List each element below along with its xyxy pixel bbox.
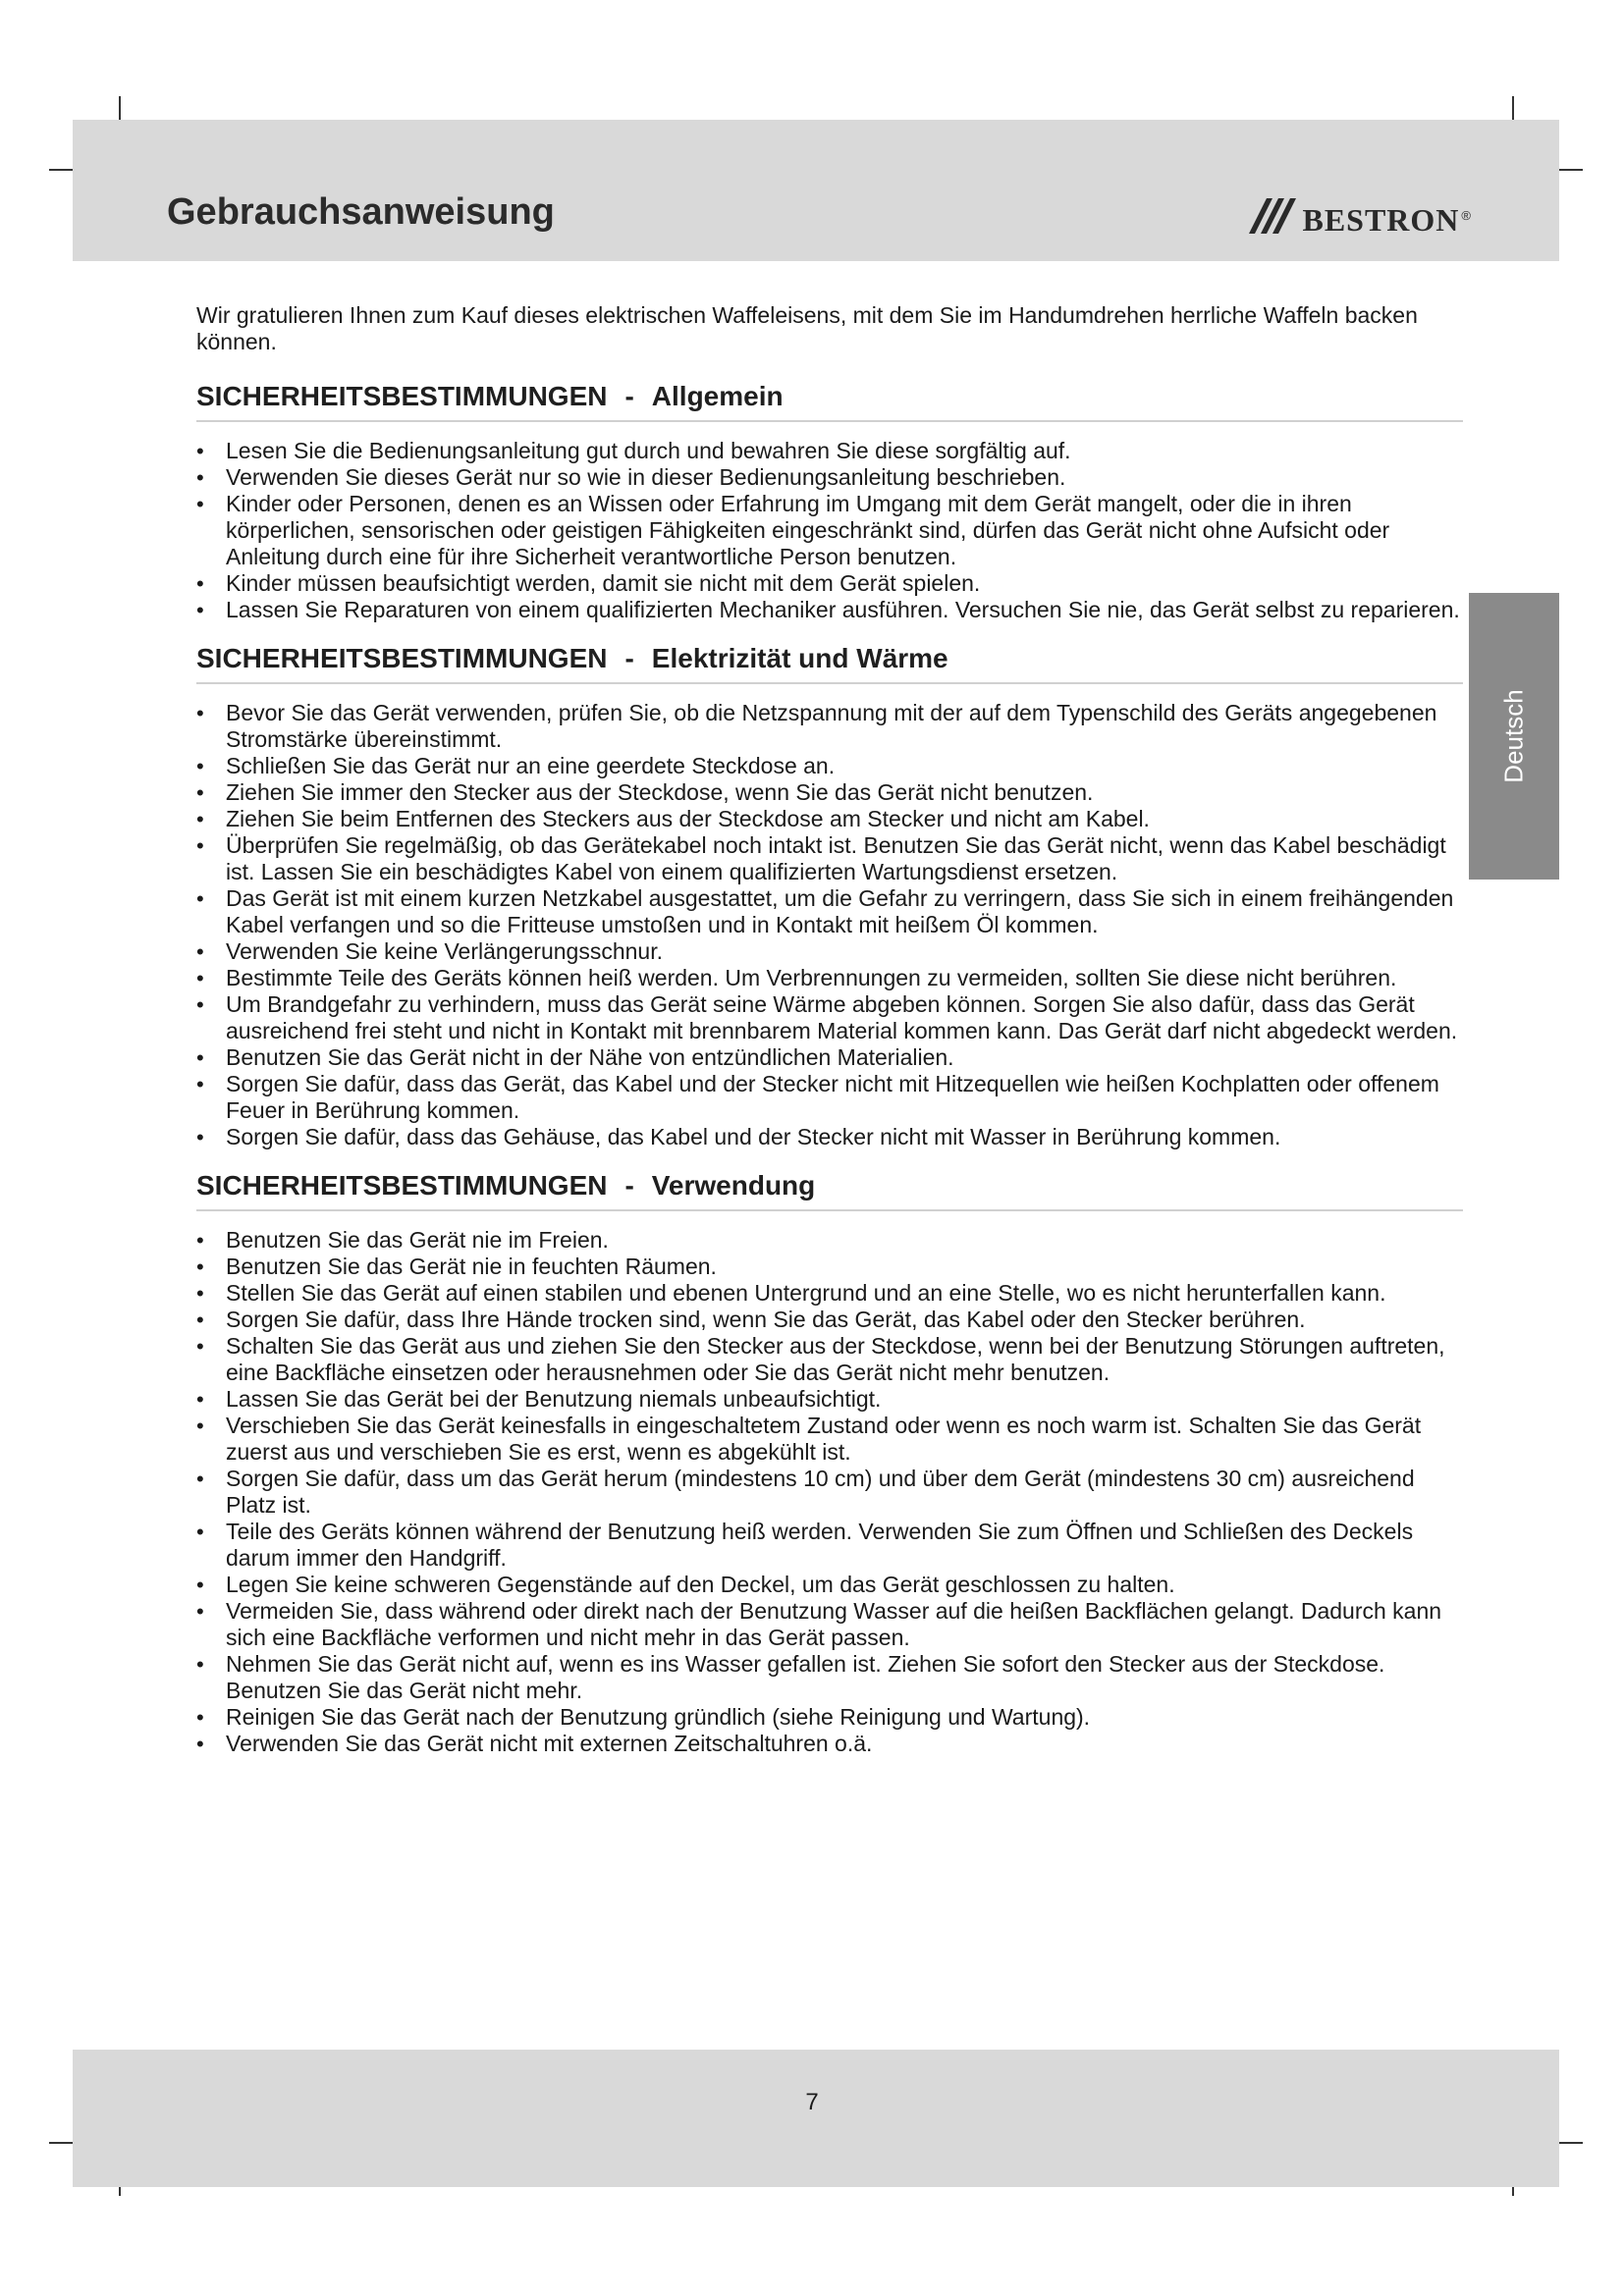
section-title: SICHERHEITSBESTIMMUNGEN (196, 1170, 608, 1201)
list-item: • Legen Sie keine schweren Gegenstände auf den Deckel, um das Gerät geschlossen zu halten. (196, 1572, 1463, 1598)
list-item: • Sorgen Sie dafür, dass das Gehäuse, das Kabel und der Stecker nicht mit Wasser in Berührung kommen. (196, 1124, 1463, 1150)
footer-band (73, 2050, 1559, 2187)
list-item: • Vermeiden Sie, dass während oder direkt nach der Benutzung Wasser auf die heißen Backflächen gelangt. Dadurch kann sich eine Backfläche verformen und nicht mehr in das Gerät passen. (196, 1598, 1463, 1651)
list-item: • Bevor Sie das Gerät verwenden, prüfen Sie, ob die Netzspannung mit der auf dem Typenschild des Geräts angegebenen Stromstärke übereinstimmt. (196, 700, 1463, 753)
header-band (73, 120, 1559, 261)
list-item: • Sorgen Sie dafür, dass um das Gerät herum (mindestens 10 cm) und über dem Gerät (mindestens 30 cm) ausreichend Platz ist. (196, 1466, 1463, 1519)
list-item: • Verwenden Sie dieses Gerät nur so wie in dieser Bedienungsanleitung beschrieben. (196, 464, 1463, 491)
list-item: • Lassen Sie Reparaturen von einem qualifizierten Mechaniker ausführen. Versuchen Sie nie, das Gerät selbst zu reparieren. (196, 597, 1463, 623)
list-item: • Kinder müssen beaufsichtigt werden, damit sie nicht mit dem Gerät spielen. (196, 570, 1463, 597)
brand-logo (1245, 190, 1471, 240)
section-verwendung (196, 1170, 1463, 1757)
list-item: • Benutzen Sie das Gerät nie im Freien. (196, 1227, 1463, 1254)
list-item: • Sorgen Sie dafür, dass Ihre Hände trocken sind, wenn Sie das Gerät, das Kabel oder den Stecker berühren. (196, 1307, 1463, 1333)
language-tab-label: Deutsch (1498, 689, 1529, 783)
registered-mark: ® (1461, 207, 1471, 223)
section-subtitle: Allgemein (651, 381, 784, 411)
page-title: Gebrauchsanweisung (167, 191, 555, 233)
section-separator: - (624, 1170, 634, 1201)
list-item: • Kinder oder Personen, denen es an Wissen oder Erfahrung im Umgang mit dem Gerät mangelt, oder die in ihren körperlichen, sensorischen oder geistigen Fähigkeiten eingeschränkt sind, dürfen das Gerät nicht ohne Aufsicht oder Anleitung durch eine für ihre Sicherheit verantwortliche Person benutzen. (196, 491, 1463, 570)
section-separator: - (624, 643, 634, 673)
section-separator: - (624, 381, 634, 411)
rule-list (196, 700, 1463, 1150)
list-item: • Lesen Sie die Bedienungsanleitung gut durch und bewahren Sie diese sorgfältig auf. (196, 438, 1463, 464)
list-item: • Verschieben Sie das Gerät keinesfalls in eingeschaltetem Zustand oder wenn es noch warm ist. Schalten Sie das Gerät zuerst aus und verschieben Sie es erst, wenn es abgekühlt ist. (196, 1413, 1463, 1466)
list-item: • Bestimmte Teile des Geräts können heiß werden. Um Verbrennungen zu vermeiden, sollten Sie diese nicht berühren. (196, 965, 1463, 991)
list-item: • Benutzen Sie das Gerät nie in feuchten Räumen. (196, 1254, 1463, 1280)
page-number: 7 (805, 2089, 819, 2115)
section-title: SICHERHEITSBESTIMMUNGEN (196, 381, 608, 411)
intro-paragraph: Wir gratulieren Ihnen zum Kauf dieses elektrischen Waffeleisens, mit dem Sie im Handumdrehen herrliche Waffeln backen können. (196, 302, 1418, 354)
list-item: • Um Brandgefahr zu verhindern, muss das Gerät seine Wärme abgeben können. Sorgen Sie also dafür, dass das Gerät ausreichend frei steht und nicht in Kontakt mit brennbarem Material kommen kann. Das Gerät darf nicht abgedeckt werden. (196, 991, 1463, 1044)
list-item: • Ziehen Sie immer den Stecker aus der Steckdose, wenn Sie das Gerät nicht benutzen. (196, 779, 1463, 806)
list-item: • Verwenden Sie keine Verlängerungsschnur. (196, 938, 1463, 965)
section-heading (196, 643, 1463, 684)
list-item: • Lassen Sie das Gerät bei der Benutzung niemals unbeaufsichtigt. (196, 1386, 1463, 1413)
section-elektrizitaet (196, 643, 1463, 1150)
list-item: • Überprüfen Sie regelmäßig, ob das Gerätekabel noch intakt ist. Benutzen Sie das Gerät nicht, wenn das Kabel beschädigt ist. Lassen Sie ein beschädigtes Kabel von einem qualifizierten Wartungsdienst ersetzen. (196, 832, 1463, 885)
section-allgemein (196, 381, 1463, 623)
list-item: • Nehmen Sie das Gerät nicht auf, wenn es ins Wasser gefallen ist. Ziehen Sie sofort den Stecker aus der Steckdose. Benutzen Sie das Gerät nicht mehr. (196, 1651, 1463, 1704)
list-item: • Ziehen Sie beim Entfernen des Steckers aus der Steckdose am Stecker und nicht am Kabel. (196, 806, 1463, 832)
brand-name: bestron (1302, 189, 1460, 240)
list-item: • Teile des Geräts können während der Benutzung heiß werden. Verwenden Sie zum Öffnen und Schließen des Deckels darum immer den Handgriff. (196, 1519, 1463, 1572)
list-item: • Sorgen Sie dafür, dass das Gerät, das Kabel und der Stecker nicht mit Hitzequellen wie heißen Kochplatten oder offenem Feuer in Berührung kommen. (196, 1071, 1463, 1124)
list-item: • Reinigen Sie das Gerät nach der Benutzung gründlich (siehe Reinigung und Wartung). (196, 1704, 1463, 1731)
list-item: • Verwenden Sie das Gerät nicht mit externen Zeitschaltuhren o.ä. (196, 1731, 1463, 1757)
list-item: • Das Gerät ist mit einem kurzen Netzkabel ausgestattet, um die Gefahr zu verringern, dass Sie sich in einem freihängenden Kabel verfangen und so die Fritteuse umstoßen und in Kontakt mit heißem Öl kommen. (196, 885, 1463, 938)
list-item: • Benutzen Sie das Gerät nicht in der Nähe von entzündlichen Materialien. (196, 1044, 1463, 1071)
main-content (196, 302, 1463, 1777)
language-tab (1469, 593, 1559, 880)
section-heading (196, 381, 1463, 422)
list-item: • Schalten Sie das Gerät aus und ziehen Sie den Stecker aus der Steckdose, wenn bei der Benutzung Störungen auftreten, eine Backfläche einsetzen oder herausnehmen oder Sie das Gerät nicht mehr benutzen. (196, 1333, 1463, 1386)
brand-chevrons-icon (1245, 192, 1298, 238)
section-subtitle: Verwendung (651, 1170, 816, 1201)
section-heading (196, 1170, 1463, 1211)
list-item: • Schließen Sie das Gerät nur an eine geerdete Steckdose an. (196, 753, 1463, 779)
rule-list (196, 438, 1463, 623)
list-item: • Stellen Sie das Gerät auf einen stabilen und ebenen Untergrund und an eine Stelle, wo es nicht herunterfallen kann. (196, 1280, 1463, 1307)
section-title: SICHERHEITSBESTIMMUNGEN (196, 643, 608, 673)
rule-list (196, 1227, 1463, 1757)
section-subtitle: Elektrizität und Wärme (651, 643, 948, 673)
